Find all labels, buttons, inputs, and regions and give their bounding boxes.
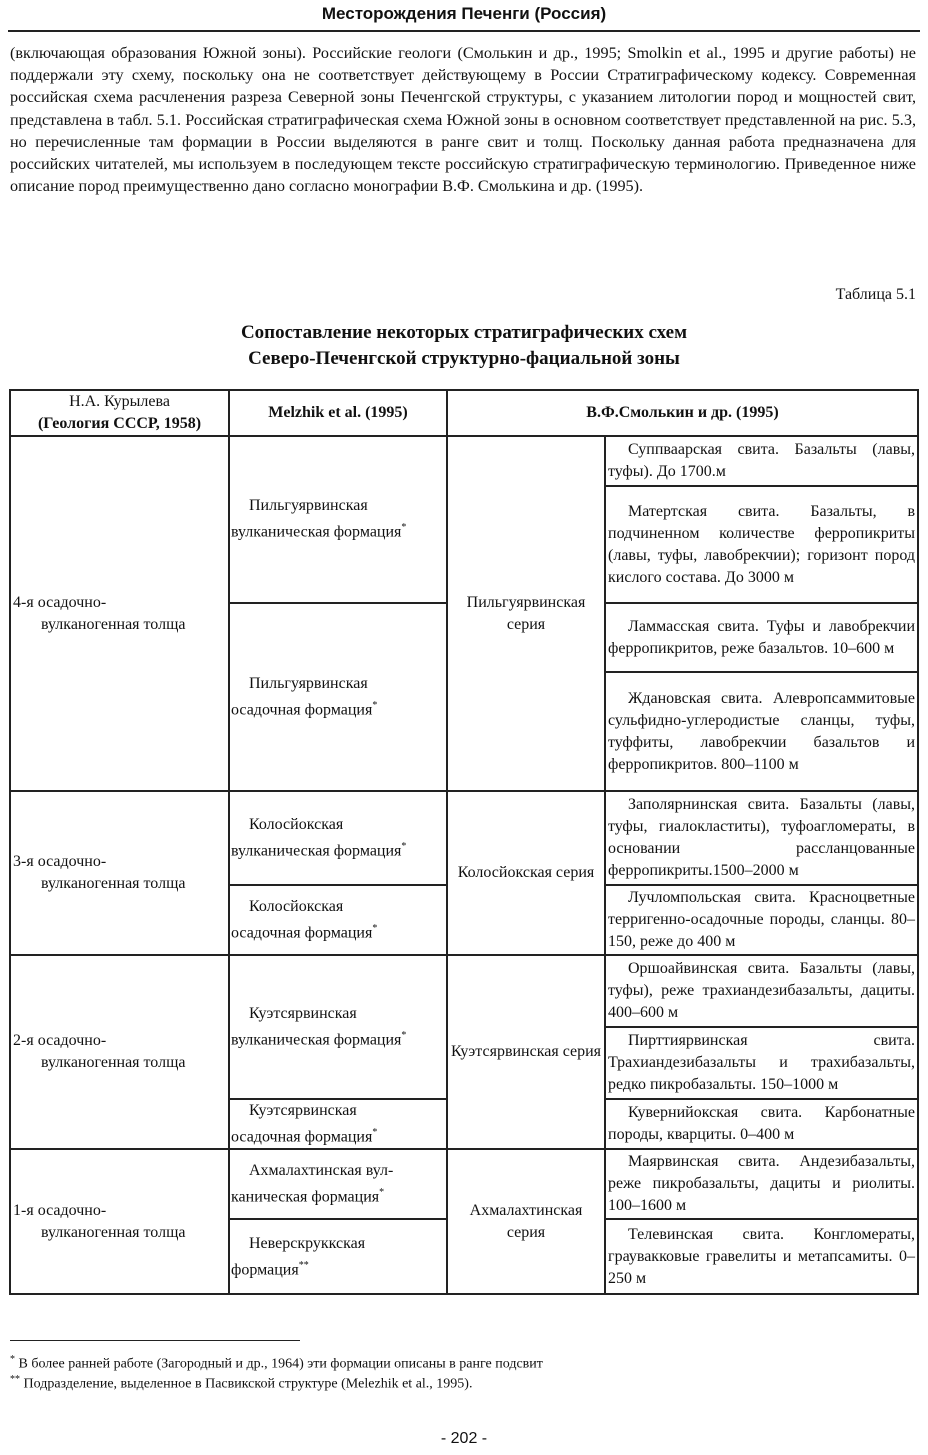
- melzhik-formation: Ахмалахтинская вул- каническая формация*: [229, 1149, 447, 1219]
- smolkin-suite: Оршоайвинская свита. Базальты (лавы, туфы), реже трахиандезибазальты, дациты. 400–600 м: [605, 955, 918, 1027]
- melzhik-formation: Пильгуярвинская осадочная формация*: [229, 603, 447, 791]
- header-rule: [8, 30, 920, 32]
- footnote-2: ** Подразделение, выделенное в Пасвикской структуре (Melezhik et al., 1995).: [10, 1374, 473, 1392]
- header-kuryleva: Н.А. Курылева (Геология СССР, 1958): [10, 390, 229, 436]
- smolkin-series: Пильгуярвинская серия: [447, 436, 605, 791]
- table-title-line: Сопоставление некоторых стратиграфических схем: [240, 322, 688, 343]
- table-number: Таблица 5.1: [835, 286, 916, 303]
- smolkin-series: Колосйокская серия: [447, 791, 605, 955]
- melzhik-formation: Колосйокская вулканическая формация*: [229, 791, 447, 885]
- smolkin-suite: Лучломпольская свита. Красноцветные терригенно-осадочные породы, сланцы. 80–150, реже до 400 м: [605, 885, 918, 955]
- kuryleva-unit: 3-я осадочно- вулканогенная толща: [10, 791, 229, 955]
- table-title-line: Северо-Печенгской структурно-фациальной зоны: [248, 348, 680, 369]
- melzhik-formation: Куэтсярвинская осадочная формация*: [229, 1099, 447, 1149]
- smolkin-suite: Заполярнинская свита. Базальты (лавы, туфы, гиалокластиты), туфоагломераты, в основании рассланцованные ферропикриты.1500–2000 м: [605, 791, 918, 885]
- smolkin-suite: Кувернийокская свита. Карбонатные породы, кварциты. 0–400 м: [605, 1099, 918, 1149]
- header-melzhik: Melzhik et al. (1995): [229, 390, 447, 436]
- footnote-rule: [10, 1340, 300, 1341]
- smolkin-suite: Суппваарская свита. Базальты (лавы, туфы). До 1700.м: [605, 436, 918, 486]
- page-number: - 202 -: [440, 1430, 488, 1447]
- table-row: [10, 791, 918, 885]
- table-row: [10, 436, 918, 486]
- smolkin-suite: Ламмасская свита. Туфы и лавобрекчии ферропикритов, реже базальтов. 10–600 м: [605, 603, 918, 672]
- smolkin-suite: Пирттиярвинская свита. Трахиандезибазальты и трахибазальты, редко пикробазальты. 150–1000 м: [605, 1027, 918, 1099]
- smolkin-suite: Матертская свита. Базальты, в подчиненном количестве ферропикриты (лавы, туфы, лавобрекчии); горизонт пород кислого состава. До 3000 м: [605, 486, 918, 603]
- smolkin-suite: Телевинская свита. Конгломераты, граувакковые гравелиты и метапсамиты. 0–250 м: [605, 1219, 918, 1294]
- table-row: [10, 955, 918, 1027]
- kuryleva-unit: 4-я осадочно- вулканогенная толща: [10, 436, 229, 791]
- smolkin-suite: Ждановская свита. Алевропсаммитовые сульфидно-углеродистые сланцы, туфы, туффиты, лавобрекчии базальтов и ферропикритов. 800–1100 м: [605, 672, 918, 791]
- smolkin-suite: Маярвинская свита. Андезибазальты, реже пикробазальты, дациты и риолиты. 100–1600 м: [605, 1149, 918, 1219]
- body-paragraph: (включающая образования Южной зоны). Российские геологи (Смолькин и др., 1995; Smolkin et al., 1995 и другие работы) не поддержали эту схему, поскольку она не соответствует действующему в России Стратиграфическому кодексу. Современная российская схема расчленения разреза Северной зоны Печенгской структуры, с указанием литологии пород и мощностей свит, представлена в табл. 5.1. Российская стратиграфическая схема Южной зоны в основном соответствует представленной на рис. 5.3, но перечисленные там формации в России выделяются в ранге свит и толщ. Поскольку данная работа предназначена для российских читателей, мы используем в последующем тексте российскую стратиграфическую терминологию. Приведенное ниже описание пород преимущественно дано согласно монографии В.Ф. Смолькина и др. (1995).: [10, 44, 916, 196]
- melzhik-formation: Куэтсярвинская вулканическая формация*: [229, 955, 447, 1099]
- footnote-1: * В более ранней работе (Загородный и др., 1964) эти формации описаны в ранге подсвит: [10, 1354, 543, 1372]
- table-row: [10, 1149, 918, 1219]
- melzhik-formation: Колосйокская осадочная формация*: [229, 885, 447, 955]
- melzhik-formation: Неверскруккская формация**: [229, 1219, 447, 1294]
- kuryleva-unit: 2-я осадочно- вулканогенная толща: [10, 955, 229, 1149]
- melzhik-formation: Пильгуярвинская вулканическая формация*: [229, 436, 447, 603]
- smolkin-series: Ахмалахтинская серия: [447, 1149, 605, 1294]
- table-title: [0, 320, 928, 372]
- smolkin-series: Куэтсярвинская серия: [447, 955, 605, 1149]
- table-header-row: [10, 390, 918, 436]
- stratigraphy-table: [9, 389, 919, 1295]
- header-smolkin: В.Ф.Смолькин и др. (1995): [447, 390, 918, 436]
- kuryleva-unit: 1-я осадочно- вулканогенная толща: [10, 1149, 229, 1294]
- running-header: Месторождения Печенги (Россия): [321, 4, 607, 23]
